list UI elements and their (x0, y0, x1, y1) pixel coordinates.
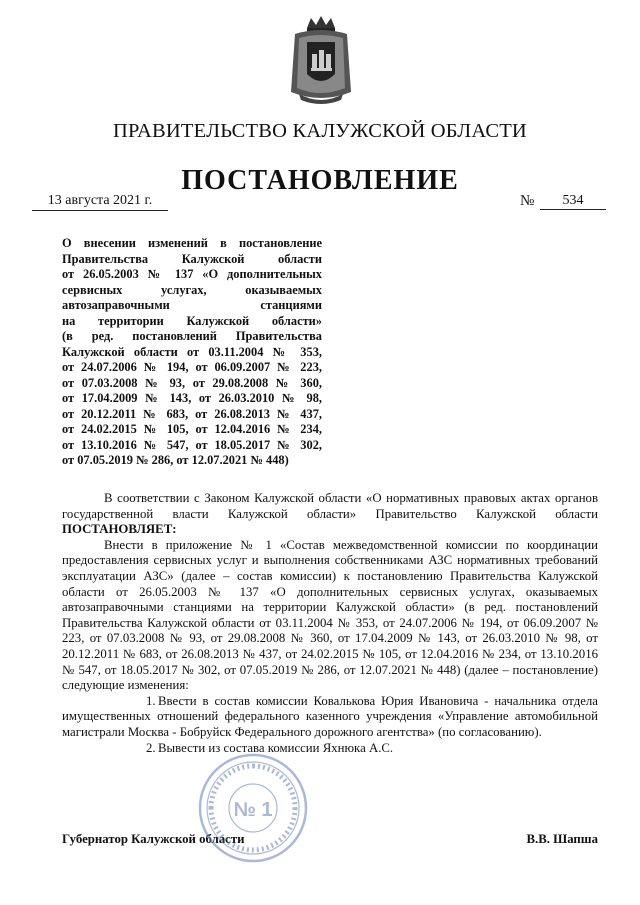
subject-line: от 24.07.2006 № 194, от 06.09.2007 № 223, (62, 360, 322, 374)
main-paragraph: Внести в приложение № 1 «Состав межведомственной комиссии по координации предоставления сервисных услуг и выполнения собственниками АЗС нормативных требований эксплуатации АЗС» (далее – состав комиссии) к постановлению Правительства Калужской области от 26.05.2003 № 137 «О дополнительных сервисных услугах, оказываемых автозаправочными станциями на территории Калужской области» (в ред. постановлений Правительства Калужской области от 03.11.2004 № 353, от 24.07.2006 № 194, от 06.09.2007 № 223, от 07.03.2008 № 93, от 29.08.2008 № 360, от 17.04.2009 № 143, от 26.03.2010 № 98, от 20.12.2011 № 683, от 26.08.2013 № 437, от 24.02.2015 № 105, от 12.04.2016 № 234, от 13.10.2016 № 547, от 18.05.2017 № 302, от 07.05.2019 № 286, от 12.07.2021 № 448) (далее – постановление) следующие изменения: (62, 537, 598, 693)
signatory-position: Губернатор Калужской области (62, 832, 245, 846)
document-date: 13 августа 2021 г. (32, 194, 168, 211)
subject-line: О внесении изменений в постановление (62, 236, 322, 250)
document-body (62, 491, 598, 756)
subject-line: от 26.05.2003 № 137 «О дополнительных (62, 267, 322, 281)
preamble-paragraph (62, 491, 598, 538)
subject-line: от 20.12.2011 № 683, от 26.08.2013 № 437, (62, 406, 322, 421)
item-text: Вывести из состава комиссии Яхнюка А.С. (158, 740, 394, 755)
resolves-keyword: ПОСТАНОВЛЯЕТ (62, 522, 173, 537)
subject-line: (в ред. постановлений Правительства (62, 329, 322, 343)
signatory-name: В.В. Шапша (526, 832, 598, 846)
document-number: 534 (540, 194, 606, 210)
subject-line: от 07.03.2008 № 93, от 29.08.2008 № 360, (62, 375, 322, 390)
official-seal-icon (197, 752, 309, 864)
subject-line: от 24.02.2015 № 105, от 12.04.2016 № 234, (62, 422, 322, 436)
government-title: ПРАВИТЕЛЬСТВО КАЛУЖСКОЙ ОБЛАСТИ (113, 120, 527, 142)
subject-line: от 17.04.2009 № 143, от 26.03.2010 № 98, (62, 391, 322, 405)
list-item (62, 694, 598, 741)
subject-line: от 13.10.2016 № 547, от 18.05.2017 № 302, (62, 437, 322, 452)
subject-line: автозаправочными станциями (62, 298, 322, 312)
subject-line: Калужской области от 03.11.2004 № 353, (62, 344, 322, 359)
resolves-colon: : (172, 522, 177, 537)
subject-line: на территории Калужской области» (62, 313, 322, 328)
item-number: 1. (146, 693, 156, 708)
subject-line: Правительства Калужской области (62, 251, 322, 266)
preamble-text: В соответствии с Законом Калужской области «О нормативных правовых актах органов государственной власти Калужской области» Правительство Калужской области (62, 491, 598, 521)
subject-line: сервисных услугах, оказываемых (62, 282, 322, 297)
document-subject (62, 236, 322, 469)
number-label: № (520, 193, 535, 209)
subject-line: от 07.05.2019 № 286, от 12.07.2021 № 448) (62, 453, 289, 467)
item-number: 2. (146, 740, 156, 755)
item-text: Ввести в состав комиссии Ковалькова Юрия Ивановича - начальника отдела имущественных отношений федерального казенного учреждения «Управление автомобильной магистрали Москва - Бобруйск Федерального дорожного агентства» (по согласованию). (62, 693, 598, 739)
stamp-number: № 1 (233, 799, 273, 821)
list-item (62, 741, 598, 757)
coat-of-arms-icon (285, 14, 357, 106)
document-type: ПОСТАНОВЛЕНИЕ (181, 165, 459, 196)
